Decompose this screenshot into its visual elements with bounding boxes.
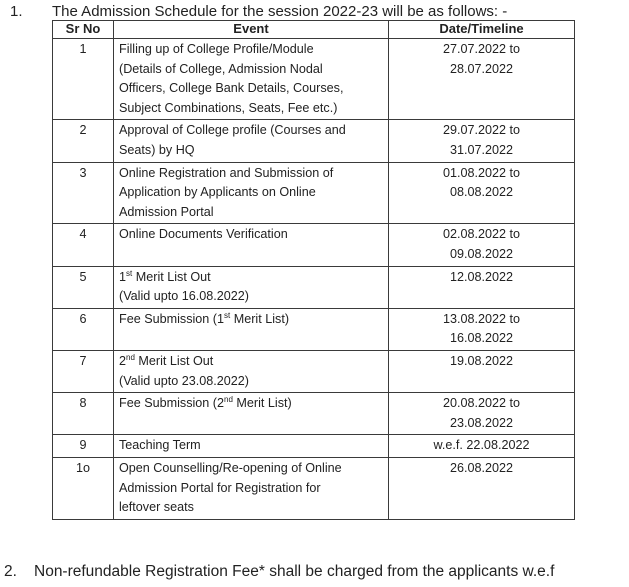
sr-no-cell: 8: [53, 393, 114, 435]
date-cell: 12.08.2022: [389, 266, 575, 308]
sr-no-cell: 2: [53, 120, 114, 162]
sr-no-cell: 3: [53, 162, 114, 224]
column-header-sr-no: Sr No: [53, 21, 114, 39]
date-cell: 01.08.2022 to 08.08.2022: [389, 162, 575, 224]
section-heading: [6, 3, 626, 20]
table-row: [53, 458, 575, 520]
table-row: [53, 308, 575, 350]
next-paragraph: [0, 563, 629, 581]
event-cell: Filling up of College Profile/Module (Details of College, Admission Nodal Officers, College Bank Details, Courses, Subject Combinations, Seats, Fee etc.): [114, 39, 389, 120]
table-row: [53, 39, 575, 120]
table-row: [53, 393, 575, 435]
column-header-event: Event: [114, 21, 389, 39]
admission-schedule-table: [52, 20, 575, 520]
paragraph-text: Non-refundable Registration Fee* shall be charged from the applicants w.e.f: [34, 563, 555, 580]
heading-number: 1.: [10, 3, 23, 20]
event-cell: 2nd Merit List Out (Valid upto 23.08.2022): [114, 350, 389, 392]
sr-no-cell: 1o: [53, 458, 114, 520]
table-row: [53, 162, 575, 224]
date-cell: 29.07.2022 to 31.07.2022: [389, 120, 575, 162]
event-cell: 1st Merit List Out (Valid upto 16.08.2022): [114, 266, 389, 308]
date-cell: 27.07.2022 to 28.07.2022: [389, 39, 575, 120]
event-cell: Teaching Term: [114, 435, 389, 458]
table-row: [53, 350, 575, 392]
event-cell: Open Counselling/Re-opening of Online Admission Portal for Registration for leftover seats: [114, 458, 389, 520]
event-cell: Fee Submission (1st Merit List): [114, 308, 389, 350]
date-cell: 19.08.2022: [389, 350, 575, 392]
table-row: [53, 435, 575, 458]
sr-no-cell: 7: [53, 350, 114, 392]
event-cell: Fee Submission (2nd Merit List): [114, 393, 389, 435]
paragraph-number: 2.: [4, 563, 17, 580]
sr-no-cell: 1: [53, 39, 114, 120]
column-header-date-timeline: Date/Timeline: [389, 21, 575, 39]
table-header-row: [53, 21, 575, 39]
sr-no-cell: 6: [53, 308, 114, 350]
sr-no-cell: 5: [53, 266, 114, 308]
event-cell: Approval of College profile (Courses and Seats) by HQ: [114, 120, 389, 162]
date-cell: 26.08.2022: [389, 458, 575, 520]
event-cell: Online Registration and Submission of Application by Applicants on Online Admission Portal: [114, 162, 389, 224]
table-row: [53, 266, 575, 308]
table-row: [53, 120, 575, 162]
date-cell: w.e.f. 22.08.2022: [389, 435, 575, 458]
event-cell: Online Documents Verification: [114, 224, 389, 266]
table-row: [53, 224, 575, 266]
date-cell: 20.08.2022 to 23.08.2022: [389, 393, 575, 435]
date-cell: 13.08.2022 to 16.08.2022: [389, 308, 575, 350]
sr-no-cell: 9: [53, 435, 114, 458]
heading-text: The Admission Schedule for the session 2022-23 will be as follows: -: [52, 3, 508, 20]
date-cell: 02.08.2022 to 09.08.2022: [389, 224, 575, 266]
sr-no-cell: 4: [53, 224, 114, 266]
